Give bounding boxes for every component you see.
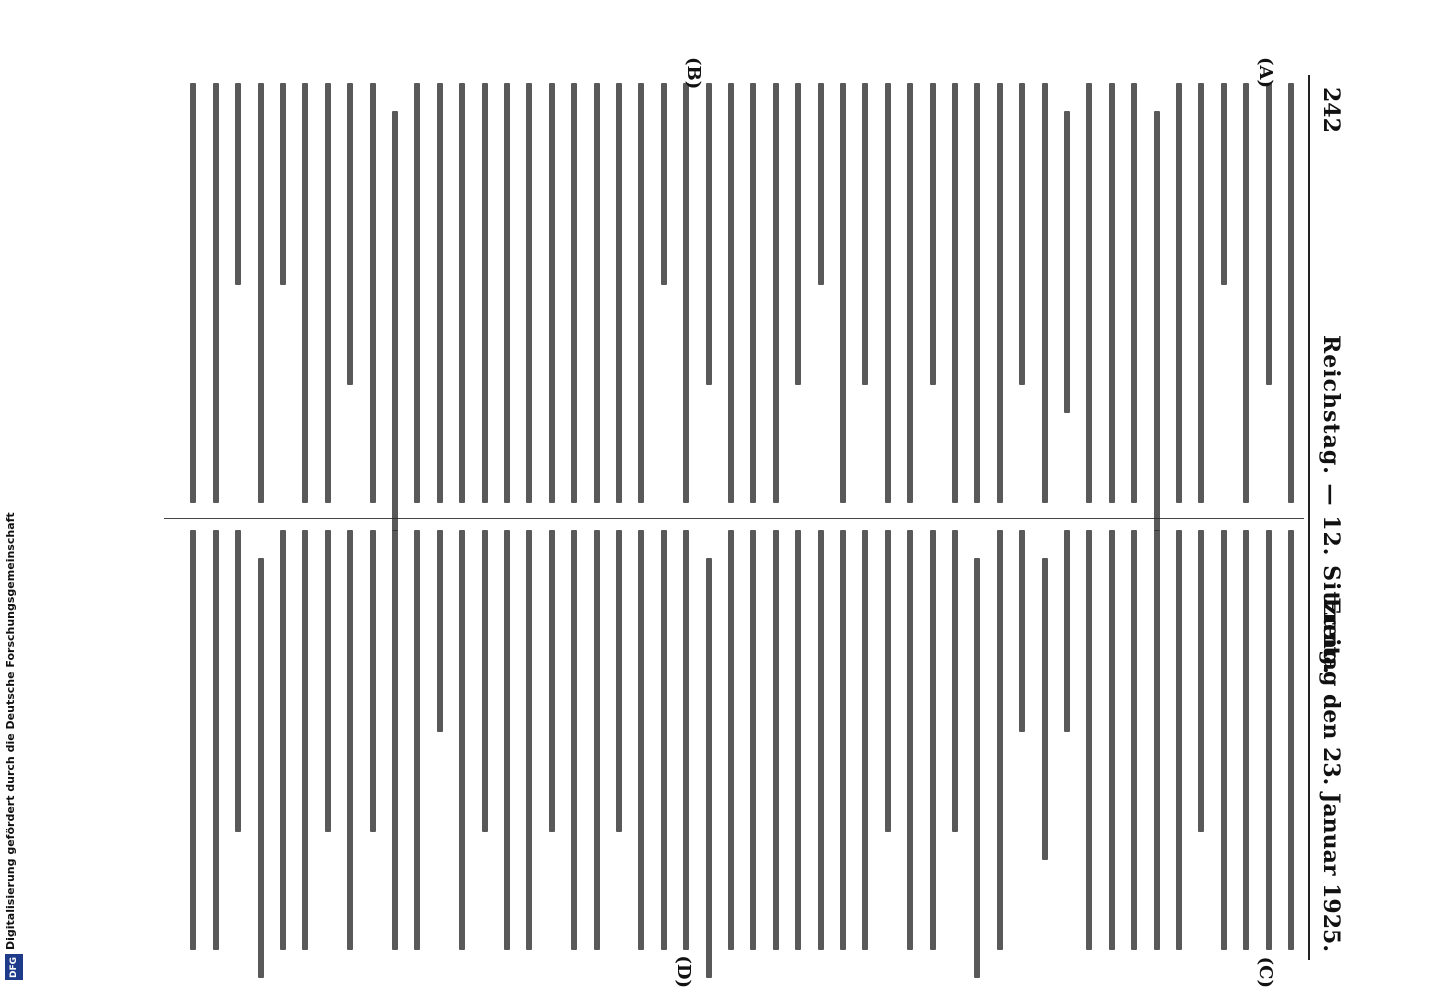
text-line (952, 83, 958, 503)
text-column-left (164, 57, 1294, 503)
text-line (706, 558, 712, 978)
header-rule (1308, 75, 1310, 960)
text-line (392, 111, 398, 531)
text-line (280, 83, 286, 285)
text-line (504, 83, 510, 503)
margin-marker-d: (D) (673, 955, 694, 988)
text-line (1086, 530, 1092, 950)
text-line (638, 83, 644, 503)
text-line (1176, 530, 1182, 950)
text-line (235, 530, 241, 832)
text-line (325, 83, 331, 503)
text-line (526, 83, 532, 503)
text-line (661, 530, 667, 950)
text-column-right (164, 530, 1294, 988)
text-line (930, 530, 936, 950)
text-line (930, 83, 936, 385)
text-line (616, 530, 622, 832)
text-line (302, 83, 308, 503)
text-line (1221, 83, 1227, 285)
text-line (213, 83, 219, 503)
dfg-logo: DFG (5, 954, 23, 980)
text-line (840, 530, 846, 950)
text-line (437, 83, 443, 503)
text-line (258, 83, 264, 503)
text-line (302, 530, 308, 950)
text-line (1086, 83, 1092, 503)
text-line (997, 83, 1003, 503)
text-line (414, 530, 420, 950)
footer-credit: Digitalisierung gefördert durch die Deutsche Forschungsgemeinschaft (4, 512, 17, 950)
text-line (661, 83, 667, 285)
column-divider (164, 518, 1304, 519)
text-line (840, 83, 846, 503)
text-line (1131, 83, 1137, 503)
text-line (526, 530, 532, 950)
text-line (795, 83, 801, 385)
page-title: Reichstag. — 12. Sitzung. (1318, 335, 1344, 676)
text-line (347, 530, 353, 950)
text-line (1176, 83, 1182, 503)
text-line (885, 83, 891, 503)
text-line (683, 530, 689, 950)
text-line (1042, 83, 1048, 503)
text-line (638, 530, 644, 950)
text-line (728, 83, 734, 503)
text-line (1266, 530, 1272, 950)
text-line (190, 83, 196, 503)
text-line (907, 530, 913, 950)
text-line (258, 558, 264, 978)
text-line (370, 83, 376, 503)
margin-marker-a: (A) (1255, 57, 1276, 88)
text-line (414, 83, 420, 503)
text-line (795, 530, 801, 950)
text-line (974, 83, 980, 503)
text-line (392, 530, 398, 950)
text-line (1198, 530, 1204, 832)
text-line (1131, 530, 1137, 950)
text-line (594, 530, 600, 950)
text-line (571, 530, 577, 950)
text-line (1154, 530, 1160, 950)
text-line (482, 83, 488, 503)
text-line (1288, 83, 1294, 503)
left-column-text-lines (164, 83, 1294, 503)
text-line (347, 83, 353, 385)
text-line (1019, 530, 1025, 732)
digitization-footer (4, 20, 24, 980)
text-line (862, 530, 868, 950)
margin-marker-b: (B) (683, 57, 704, 90)
text-line (190, 530, 196, 950)
right-column-text-lines (164, 530, 1294, 950)
text-line (459, 530, 465, 950)
page-number: 242 (1318, 87, 1344, 133)
text-line (370, 530, 376, 832)
text-line (1266, 83, 1272, 385)
text-line (280, 530, 286, 950)
text-line (1154, 111, 1160, 531)
page-date: Freitag den 23. Januar 1925. (1318, 597, 1344, 952)
text-line (1109, 83, 1115, 503)
text-line (1198, 83, 1204, 503)
text-line (1064, 530, 1070, 732)
margin-marker-c: (C) (1255, 956, 1276, 988)
page-header (1310, 75, 1350, 960)
text-line (706, 83, 712, 385)
text-line (997, 530, 1003, 950)
rotated-page-content (150, 57, 1350, 988)
text-line (1243, 83, 1249, 503)
text-line (1019, 83, 1025, 385)
text-line (1109, 530, 1115, 950)
text-line (773, 83, 779, 503)
text-line (907, 83, 913, 503)
text-line (750, 530, 756, 950)
text-line (974, 558, 980, 978)
text-line (952, 530, 958, 832)
text-line (504, 530, 510, 950)
text-line (482, 530, 488, 832)
text-line (437, 530, 443, 732)
text-line (862, 83, 868, 385)
text-line (773, 530, 779, 950)
text-line (1064, 111, 1070, 413)
text-line (750, 83, 756, 503)
text-line (683, 83, 689, 503)
text-line (885, 530, 891, 832)
text-line (1042, 558, 1048, 860)
text-line (818, 83, 824, 285)
text-line (549, 530, 555, 832)
text-line (549, 83, 555, 503)
text-line (594, 83, 600, 503)
text-line (571, 83, 577, 503)
text-line (459, 83, 465, 503)
text-line (1243, 530, 1249, 950)
document-page (150, 57, 1350, 988)
text-line (235, 83, 241, 285)
text-line (818, 530, 824, 950)
text-line (325, 530, 331, 832)
text-line (1221, 530, 1227, 950)
text-line (728, 530, 734, 950)
text-line (1288, 530, 1294, 950)
text-line (616, 83, 622, 503)
text-line (213, 530, 219, 950)
